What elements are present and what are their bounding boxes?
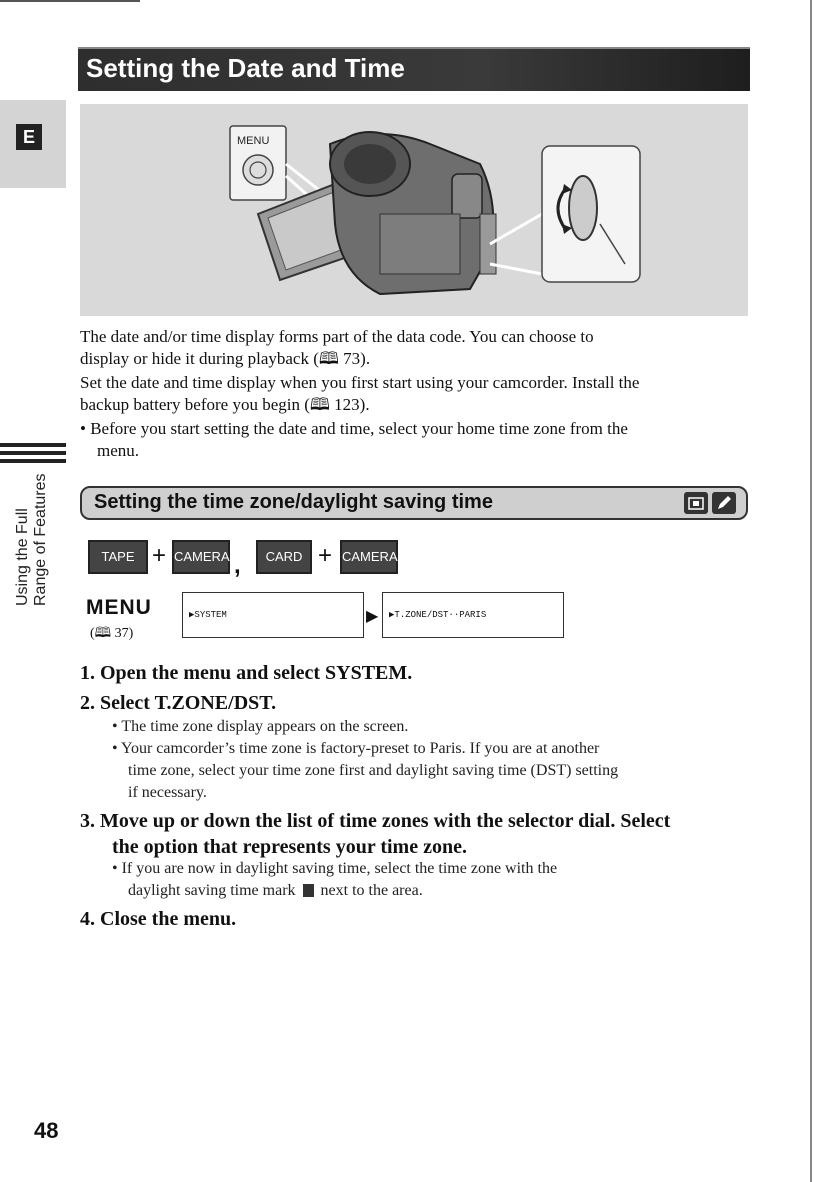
language-tab-label: E bbox=[16, 124, 42, 150]
page-title: Setting the Date and Time bbox=[86, 53, 405, 83]
subsection-title: Setting the time zone/daylight saving time bbox=[94, 491, 493, 513]
intro-line-4: backup battery before you begin (🕮 123). bbox=[80, 395, 370, 414]
menu-arrow-icon: ▶ bbox=[366, 608, 379, 625]
step-3-line-1: 3. Move up or down the list of time zones with the selector dial. Select bbox=[80, 810, 671, 832]
top-rule bbox=[0, 0, 140, 2]
step-3-bullet-text-a: daylight saving time mark bbox=[128, 882, 296, 899]
menu-box-system-label: ▶SYSTEM bbox=[189, 610, 227, 620]
step-3-bullet-text-b: next to the area. bbox=[320, 882, 423, 899]
menu-box-tzone bbox=[382, 592, 564, 638]
camcorder-drawing bbox=[80, 104, 748, 316]
comma-separator: , bbox=[234, 552, 241, 579]
intro-line-1: The date and/or time display forms part of the data code. You can choose to bbox=[80, 327, 594, 346]
menu-label: MENU bbox=[86, 596, 152, 619]
menu-box-tzone-label: ▶T.ZONE/DST··PARIS bbox=[389, 610, 487, 620]
title-banner bbox=[78, 47, 750, 91]
step-1: 1. Open the menu and select SYSTEM. bbox=[80, 662, 413, 684]
step-2-bullet-2-line-3: if necessary. bbox=[128, 784, 207, 801]
tape-icon bbox=[684, 492, 708, 514]
camcorder-illustration bbox=[80, 104, 748, 316]
intro-line-2: display or hide it during playback (🕮 73). bbox=[80, 349, 371, 368]
step-3-bullet-line-2 bbox=[128, 880, 423, 901]
intro-line-3: Set the date and time display when you first start using your camcorder. Install the bbox=[80, 373, 640, 392]
step-4: 4. Close the menu. bbox=[80, 908, 237, 930]
plus-sign-1: + bbox=[152, 542, 167, 569]
card-mode-badge: CARD bbox=[256, 540, 312, 574]
side-label-line-2: Range of Features bbox=[32, 473, 49, 606]
menu-page-ref: (🕮 37) bbox=[90, 626, 134, 641]
side-label-line-1: Using the Full bbox=[14, 508, 31, 606]
page-edge bbox=[810, 0, 812, 1182]
figure-menu-label: MENU bbox=[237, 135, 270, 147]
intro-bullet-line-1: • Before you start setting the date and time, select your home time zone from the bbox=[80, 419, 628, 438]
intro-bullet-line-2: menu. bbox=[97, 441, 140, 460]
tape-mode-badge: TAPE bbox=[88, 540, 148, 574]
step-2-bullet-2-line-1: • Your camcorder’s time zone is factory-preset to Paris. If you are at another bbox=[112, 740, 600, 757]
subsection-header bbox=[80, 486, 748, 520]
step-2-bullet-2-line-2: time zone, select your time zone first and daylight saving time (DST) setting bbox=[128, 762, 619, 779]
menu-box-system bbox=[182, 592, 364, 638]
page-number: 48 bbox=[34, 1118, 59, 1143]
step-2-bullet-1: • The time zone display appears on the screen. bbox=[112, 718, 409, 735]
step-3-line-2: the option that represents your time zone. bbox=[112, 836, 467, 858]
dst-mark-icon bbox=[303, 884, 314, 897]
pencil-icon bbox=[712, 492, 736, 514]
plus-sign-2: + bbox=[318, 542, 333, 569]
step-3-bullet-line-1: • If you are now in daylight saving time, select the time zone with the bbox=[112, 860, 558, 877]
camera-mode-badge-2: CAMERA bbox=[340, 540, 398, 574]
side-tab-label bbox=[14, 426, 50, 606]
step-2: 2. Select T.ZONE/DST. bbox=[80, 692, 277, 714]
camera-mode-badge-1: CAMERA bbox=[172, 540, 230, 574]
